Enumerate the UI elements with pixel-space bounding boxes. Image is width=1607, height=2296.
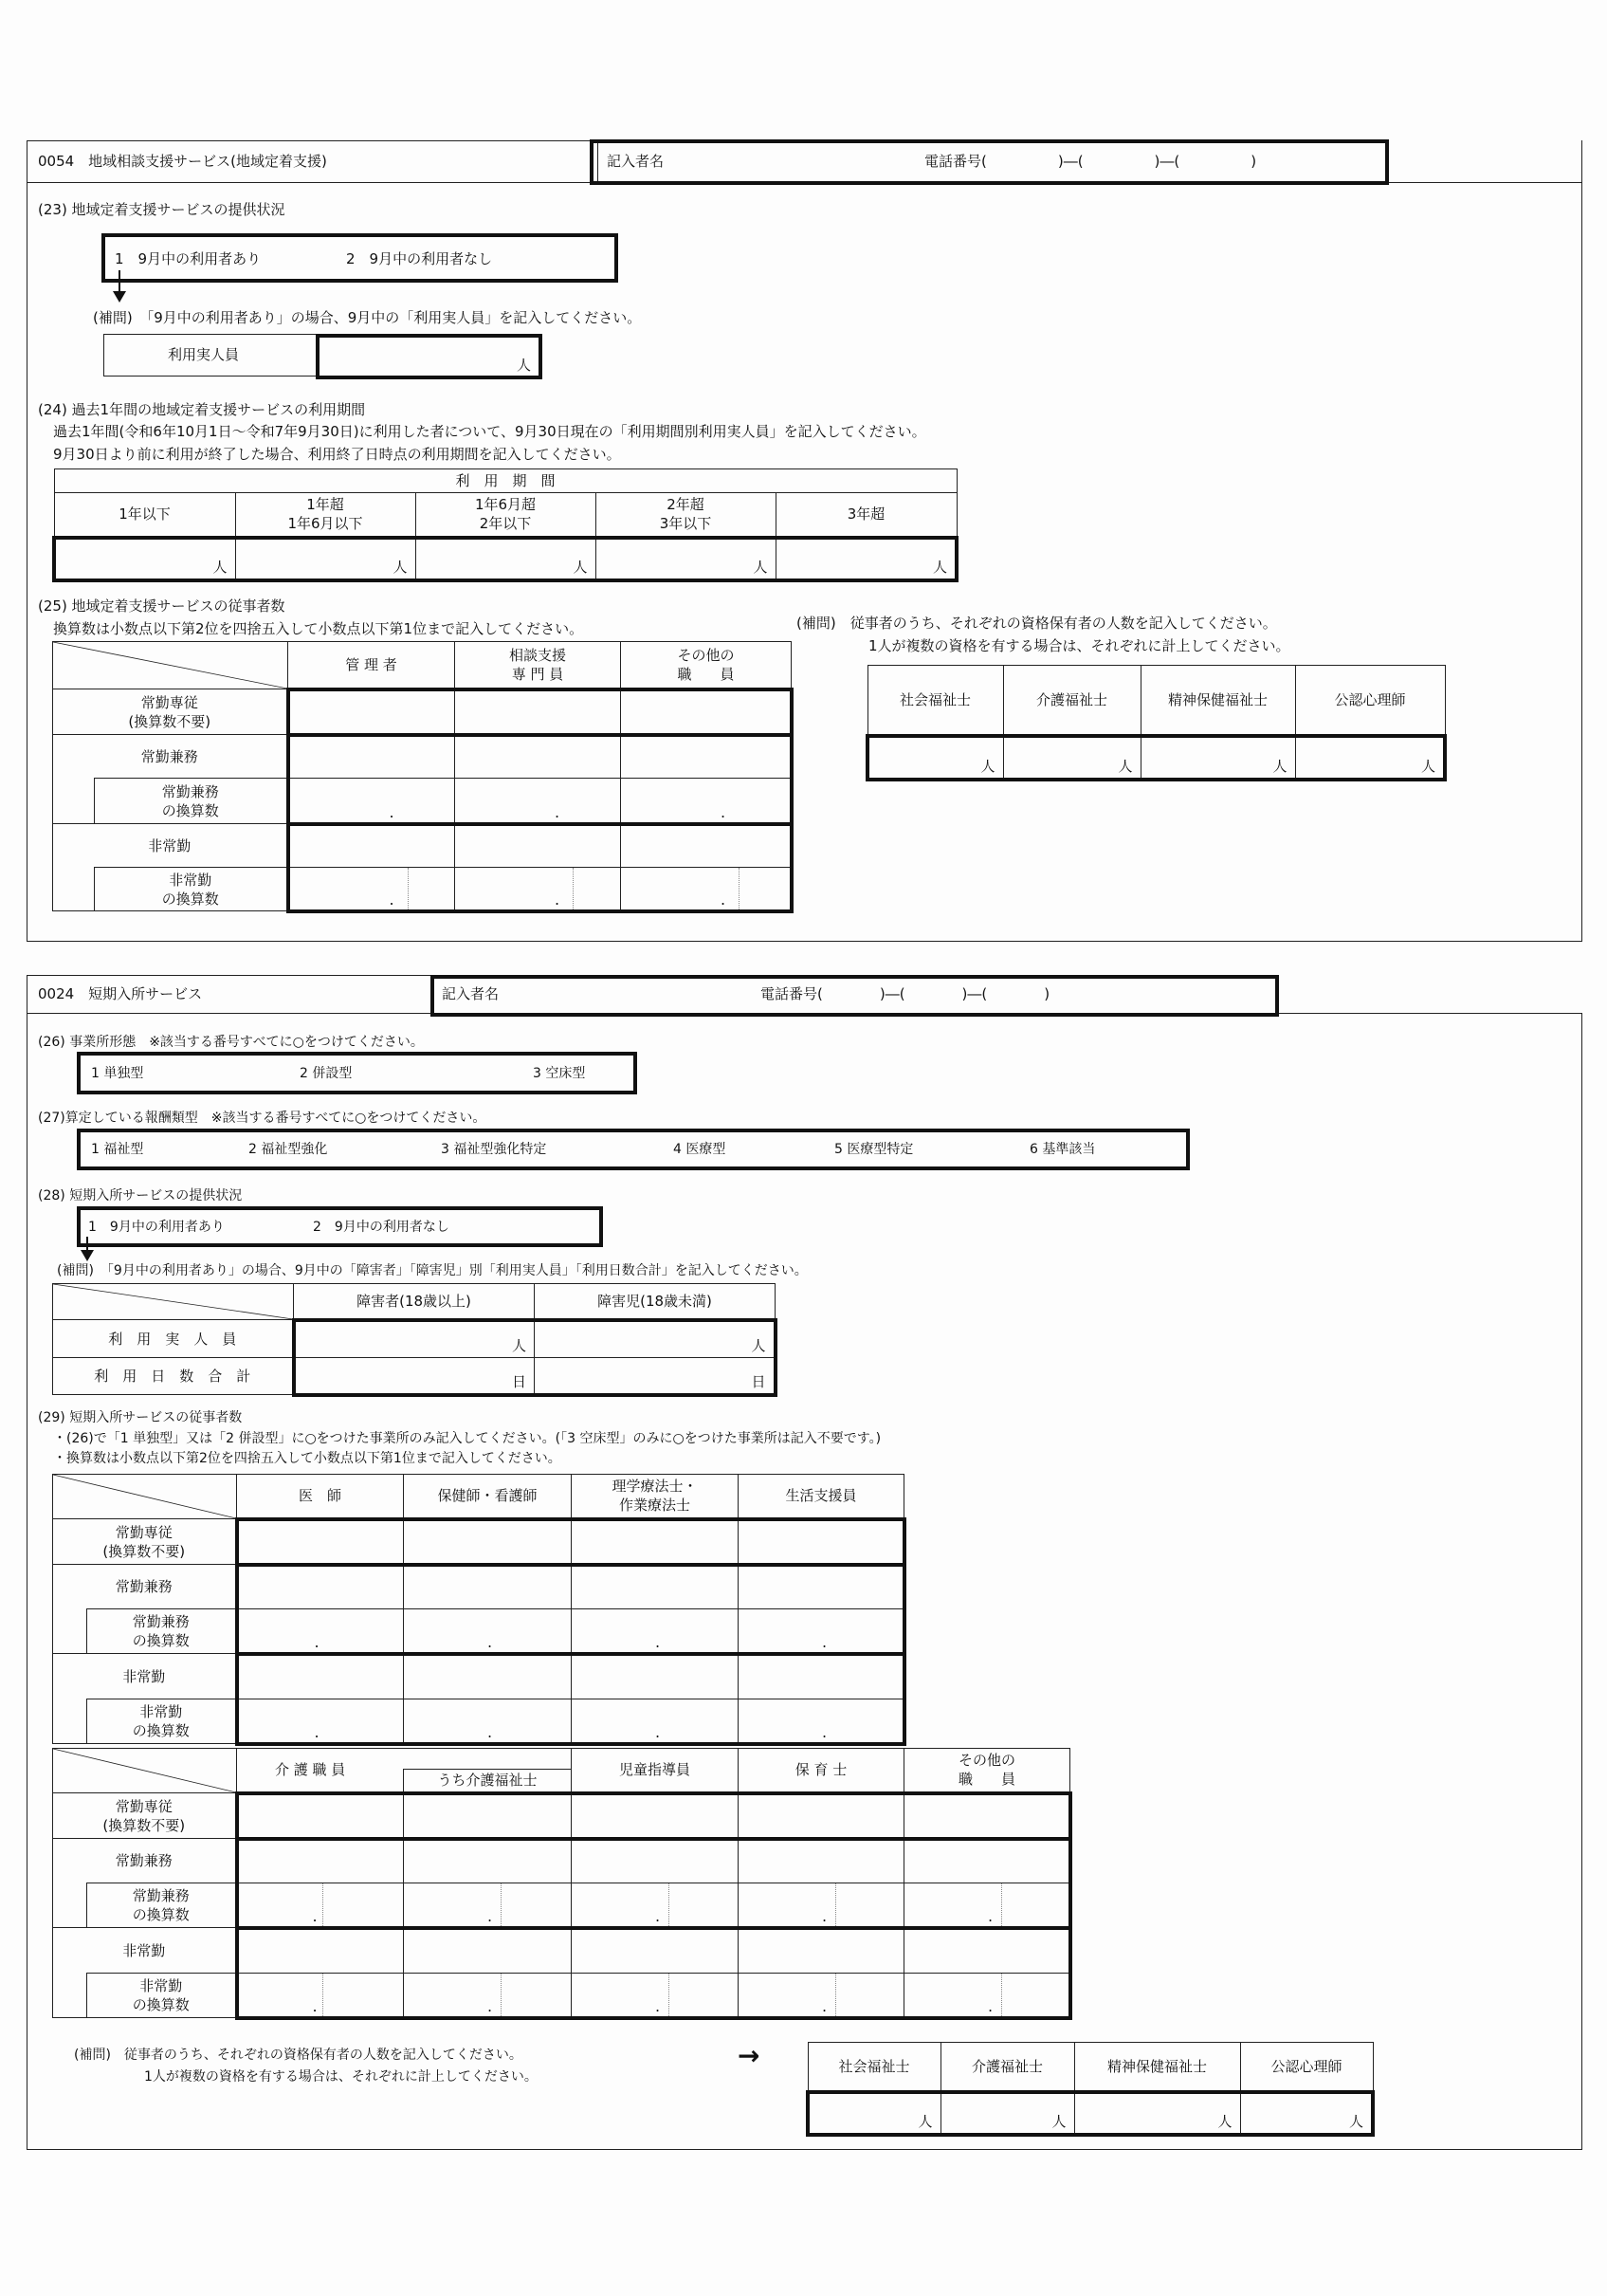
q29-input[interactable] [237, 1565, 404, 1609]
indent-spacer [53, 779, 95, 824]
row-fulltime-concurrent: 常勤兼務 [53, 1565, 237, 1609]
q27-option-3[interactable]: 3 福祉型強化特定 [441, 1142, 547, 1157]
indent-spacer [53, 1699, 87, 1744]
arrow-right-icon: → [738, 2040, 760, 2071]
q27-title: (27)算定している報酬類型 ※該当する番号すべてに○をつけてください。 [38, 1111, 486, 1126]
q25-sub-line-2: 1人が複数の資格を有する場合は、それぞれに計上してください。 [868, 637, 1290, 654]
q24-col-1: 1年超 1年6月以下 [235, 493, 415, 538]
q26-option-2[interactable]: 2 併設型 [300, 1066, 353, 1081]
recorder-name-input[interactable] [517, 979, 735, 1013]
header-separator [1389, 182, 1582, 183]
q29-input[interactable] [572, 1654, 739, 1699]
q29b-input[interactable] [739, 1928, 904, 1974]
row-fulltime-dedicated: 常勤専従 (換算数不要) [53, 1793, 237, 1839]
indent-spacer [53, 1974, 87, 2018]
q28-col-adult: 障害者(18歳以上) [294, 1284, 535, 1320]
q24-input-2[interactable]: 人 [415, 538, 595, 580]
q29b-input[interactable] [572, 1793, 739, 1839]
q24-col-4: 3年超 [776, 493, 957, 538]
q29b-conv-input[interactable]: . [572, 1883, 739, 1928]
q29b-input[interactable] [739, 1839, 904, 1883]
q29b-input[interactable] [237, 1839, 404, 1883]
q28-col-child: 障害児(18歳未満) [535, 1284, 776, 1320]
indent-spacer [53, 1883, 87, 1928]
q29b-input[interactable] [237, 1793, 404, 1839]
row-parttime: 非常勤 [53, 1654, 237, 1699]
q25-corner-diagonal [53, 642, 288, 689]
qual-input[interactable]: 人 [1141, 736, 1295, 780]
q23-option-2[interactable]: 2 9月中の利用者なし [346, 250, 493, 267]
q25-col-consultant: 相談支援 専 門 員 [455, 642, 621, 689]
q25-conv-input[interactable]: . [288, 868, 455, 911]
q29-col-childcare: 保 育 士 [739, 1749, 904, 1793]
qual-col-psychiatric-social-worker: 精神保健福祉士 [1141, 666, 1295, 736]
q28-corner-diagonal [53, 1284, 294, 1320]
q29-col-child-instructor: 児童指導員 [572, 1749, 739, 1793]
q29-conv-input[interactable]: . [404, 1609, 572, 1654]
row-parttime: 非常勤 [53, 824, 288, 868]
q29-col-doctor: 医 師 [237, 1475, 404, 1519]
q29-input[interactable] [237, 1519, 404, 1565]
q29-col-care-worker-subset: うち介護福祉士 [404, 1770, 572, 1793]
q23-input[interactable] [316, 334, 542, 379]
q25-input[interactable] [288, 689, 455, 735]
q24-period-table [52, 468, 959, 582]
q29-conv-input[interactable]: . [572, 1699, 739, 1744]
q29-note-1: ・(26)で「1 単独型」又は「2 併設型」に○をつけた事業所のみ記入してください。(「3 空床型」のみに○をつけた事業所は記入不要です。) [53, 1431, 882, 1446]
q23-sub-question: (補問) 「9月中の利用者あり」の場合、9月中の「利用実人員」を記入してください。 [93, 309, 642, 326]
row-fulltime-dedicated: 常勤専従 (換算数不要) [53, 1519, 237, 1565]
phone-number-label[interactable]: 電話番号( )―( )―( ) [924, 153, 1257, 170]
q29-sub-line-1: (補問) 従事者のうち、それぞれの資格保有者の人数を記入してください。 [74, 2048, 522, 2063]
q29-input[interactable] [572, 1519, 739, 1565]
q25-input[interactable] [288, 824, 455, 868]
arrow-down-icon [119, 270, 120, 301]
q25-input[interactable] [455, 824, 621, 868]
q29b-input[interactable] [237, 1928, 404, 1974]
q29-input[interactable] [404, 1519, 572, 1565]
q24-col-0: 1年以下 [54, 493, 235, 538]
qual-col-psychiatric-social-worker: 精神保健福祉士 [1074, 2043, 1240, 2092]
q28-users-table [52, 1283, 777, 1397]
q29b-conv-input[interactable]: . [572, 1974, 739, 2018]
q24-col-2: 1年6月超 2年以下 [415, 493, 595, 538]
q24-input-3[interactable]: 人 [595, 538, 776, 580]
q29-corner-diagonal [53, 1475, 237, 1519]
q23-unit: 人 [517, 357, 532, 374]
q23-label: 利用実人員 [168, 346, 240, 363]
q29b-conv-input[interactable]: . [237, 1974, 404, 2018]
q27-option-4[interactable]: 4 医療型 [673, 1142, 726, 1157]
q25-input[interactable] [455, 735, 621, 779]
q29-note-2: ・換算数は小数点以下第2位を四捨五入して小数点以下第1位まで記入してください。 [53, 1451, 561, 1466]
q25-input[interactable] [621, 824, 792, 868]
q25-input[interactable] [288, 735, 455, 779]
qual-input[interactable]: 人 [1074, 2092, 1240, 2135]
q25-staff-table [52, 641, 794, 913]
q29-care-staff-spacer [237, 1770, 404, 1793]
q29-input[interactable] [572, 1565, 739, 1609]
q29-col-care-staff: 介 護 職 員 [237, 1749, 572, 1770]
q28-row-users: 利 用 実 人 員 [53, 1320, 294, 1358]
indent-spacer [53, 1609, 87, 1654]
q29b-input[interactable] [572, 1839, 739, 1883]
q29-col-therapist: 理学療法士・ 作業療法士 [572, 1475, 739, 1519]
q29b-conv-input[interactable]: . [739, 1974, 904, 2018]
q29b-input[interactable] [572, 1928, 739, 1974]
recorder-name-label: 記入者名 [442, 985, 500, 1002]
row-fulltime-concurrent-conv: 常勤兼務 の換算数 [87, 1609, 237, 1654]
q29-input[interactable] [739, 1565, 904, 1609]
q29b-input[interactable] [904, 1928, 1070, 1974]
qual-input[interactable]: 人 [940, 2092, 1074, 2135]
q29-input[interactable] [404, 1654, 572, 1699]
qual-col-social-worker: 社会福祉士 [808, 2043, 940, 2092]
row-fulltime-concurrent-conv: 常勤兼務 の換算数 [87, 1883, 237, 1928]
qual-input[interactable]: 人 [867, 736, 1003, 780]
q29-sub-line-2: 1人が複数の資格を有する場合は、それぞれに計上してください。 [144, 2069, 538, 2085]
qual-col-psychologist: 公認心理師 [1295, 666, 1445, 736]
q28-input[interactable]: 人 [294, 1320, 535, 1358]
q28-input[interactable]: 日 [294, 1358, 535, 1395]
q29b-input[interactable] [404, 1928, 572, 1974]
q29-col-life-support: 生活支援員 [739, 1475, 904, 1519]
q29-conv-input[interactable]: . [739, 1699, 904, 1744]
q25-sub-line-1: (補問) 従事者のうち、それぞれの資格保有者の人数を記入してください。 [796, 615, 1277, 632]
q29-title: (29) 短期入所サービスの従事者数 [38, 1410, 243, 1425]
q24-note-1: 過去1年間(令和6年10月1日～令和7年9月30日)に利用した者について、9月30日現在の「利用期間別利用実人員」を記入してください。 [53, 423, 926, 440]
q29b-input[interactable] [404, 1793, 572, 1839]
q29-input[interactable] [404, 1565, 572, 1609]
q25-qualification-table [866, 665, 1447, 781]
recorder-name-label: 記入者名 [607, 153, 665, 170]
q26-title: (26) 事業所形態 ※該当する番号すべてに○をつけてください。 [38, 1035, 424, 1050]
q24-input-0[interactable]: 人 [54, 538, 235, 580]
recorder-name-input[interactable] [683, 144, 901, 180]
q29b-conv-input[interactable]: . [404, 1883, 572, 1928]
q29-col-other: その他の 職 員 [904, 1749, 1070, 1793]
q29b-input[interactable] [739, 1793, 904, 1839]
q24-title: (24) 過去1年間の地域定着支援サービスの利用期間 [38, 401, 366, 418]
q29-conv-input[interactable]: . [404, 1699, 572, 1744]
q28-input[interactable]: 日 [535, 1358, 776, 1395]
q29-qualification-table [806, 2042, 1375, 2137]
q29-conv-input[interactable]: . [739, 1609, 904, 1654]
qual-input[interactable]: 人 [1295, 736, 1445, 780]
q28-row-days: 利 用 日 数 合 計 [53, 1358, 294, 1395]
q29b-conv-input[interactable]: . [739, 1883, 904, 1928]
qual-input[interactable]: 人 [1240, 2092, 1373, 2135]
q27-options-box [77, 1129, 1190, 1170]
q29-conv-input[interactable]: . [237, 1699, 404, 1744]
q29-conv-input[interactable]: . [237, 1609, 404, 1654]
qual-input[interactable]: 人 [808, 2092, 940, 2135]
row-fulltime-dedicated: 常勤専従 (換算数不要) [53, 689, 288, 735]
q25-input[interactable] [621, 735, 792, 779]
header-separator [1279, 1013, 1582, 1014]
q29b-corner-diagonal [53, 1749, 237, 1793]
indent-spacer [53, 868, 95, 911]
qual-col-care-worker: 介護福祉士 [940, 2043, 1074, 2092]
q28-input[interactable]: 人 [535, 1320, 776, 1358]
q26-option-1[interactable]: 1 単独型 [91, 1066, 144, 1081]
q29b-conv-input[interactable]: . [904, 1883, 1070, 1928]
row-fulltime-concurrent: 常勤兼務 [53, 735, 288, 779]
q28-option-2[interactable]: 2 9月中の利用者なし [313, 1220, 449, 1235]
q28-sub-question: (補問) 「9月中の利用者あり」の場合、9月中の「障害者」「障害児」別「利用実人員」「利用日数合計」を記入してください。 [57, 1263, 808, 1278]
q27-option-2[interactable]: 2 福祉型強化 [248, 1142, 328, 1157]
q25-conv-input[interactable]: . [621, 868, 792, 911]
q25-col-manager: 管 理 者 [288, 642, 455, 689]
q24-note-2: 9月30日より前に利用が終了した場合、利用終了日時点の利用期間を記入してください。 [53, 446, 621, 463]
q29-staff-table-1 [52, 1474, 906, 1746]
q29-input[interactable] [237, 1654, 404, 1699]
row-fulltime-concurrent: 常勤兼務 [53, 1839, 237, 1883]
q25-conv-input[interactable]: . [288, 779, 455, 824]
q24-input-4[interactable]: 人 [776, 538, 957, 580]
q25-col-other: その他の 職 員 [621, 642, 792, 689]
q24-header: 利 用 期 間 [54, 469, 957, 493]
arrow-down-icon [86, 1237, 88, 1259]
section-0024-title: 0024 短期入所サービス [38, 985, 203, 1002]
q24-input-1[interactable]: 人 [235, 538, 415, 580]
q28-option-1[interactable]: 1 9月中の利用者あり [88, 1220, 225, 1235]
qual-col-psychologist: 公認心理師 [1240, 2043, 1373, 2092]
row-parttime-conv: 非常勤 の換算数 [87, 1699, 237, 1744]
q23-title: (23) 地域定着支援サービスの提供状況 [38, 201, 285, 218]
q28-title: (28) 短期入所サービスの提供状況 [38, 1188, 243, 1203]
row-parttime-conv: 非常勤 の換算数 [87, 1974, 237, 2018]
q24-col-3: 2年超 3年以下 [595, 493, 776, 538]
qual-col-social-worker: 社会福祉士 [867, 666, 1003, 736]
q29-input[interactable] [739, 1519, 904, 1565]
q25-input[interactable] [455, 689, 621, 735]
q29b-input[interactable] [404, 1839, 572, 1883]
qual-col-care-worker: 介護福祉士 [1003, 666, 1141, 736]
q29-staff-table-2 [52, 1748, 1072, 2020]
q29b-conv-input[interactable]: . [904, 1974, 1070, 2018]
q29b-conv-input[interactable]: . [237, 1883, 404, 1928]
q29-input[interactable] [739, 1654, 904, 1699]
section-0054-title: 0054 地域相談支援サービス(地域定着支援) [38, 153, 327, 170]
q27-option-5[interactable]: 5 医療型特定 [834, 1142, 914, 1157]
q29b-input[interactable] [904, 1839, 1070, 1883]
row-parttime: 非常勤 [53, 1928, 237, 1974]
phone-number-label[interactable]: 電話番号( )―( )―( ) [760, 985, 1050, 1002]
q27-option-1[interactable]: 1 福祉型 [91, 1142, 144, 1157]
row-parttime-conv: 非常勤 の換算数 [95, 868, 288, 911]
q29-col-nurse: 保健師・看護師 [404, 1475, 572, 1519]
qual-input[interactable]: 人 [1003, 736, 1141, 780]
q25-input[interactable] [621, 689, 792, 735]
q25-conv-input[interactable]: . [455, 779, 621, 824]
q29-conv-input[interactable]: . [572, 1609, 739, 1654]
q29b-conv-input[interactable]: . [404, 1974, 572, 2018]
q27-option-6[interactable]: 6 基準該当 [1030, 1142, 1096, 1157]
q25-title: (25) 地域定着支援サービスの従事者数 [38, 597, 285, 615]
q29b-input[interactable] [904, 1793, 1070, 1839]
row-fulltime-concurrent-conv: 常勤兼務 の換算数 [95, 779, 288, 824]
q25-conv-input[interactable]: . [621, 779, 792, 824]
q26-option-3[interactable]: 3 空床型 [533, 1066, 586, 1081]
q25-conv-input[interactable]: . [455, 868, 621, 911]
q25-note: 換算数は小数点以下第2位を四捨五入して小数点以下第1位まで記入してください。 [53, 620, 584, 637]
q23-option-1[interactable]: 1 9月中の利用者あり [115, 250, 262, 267]
